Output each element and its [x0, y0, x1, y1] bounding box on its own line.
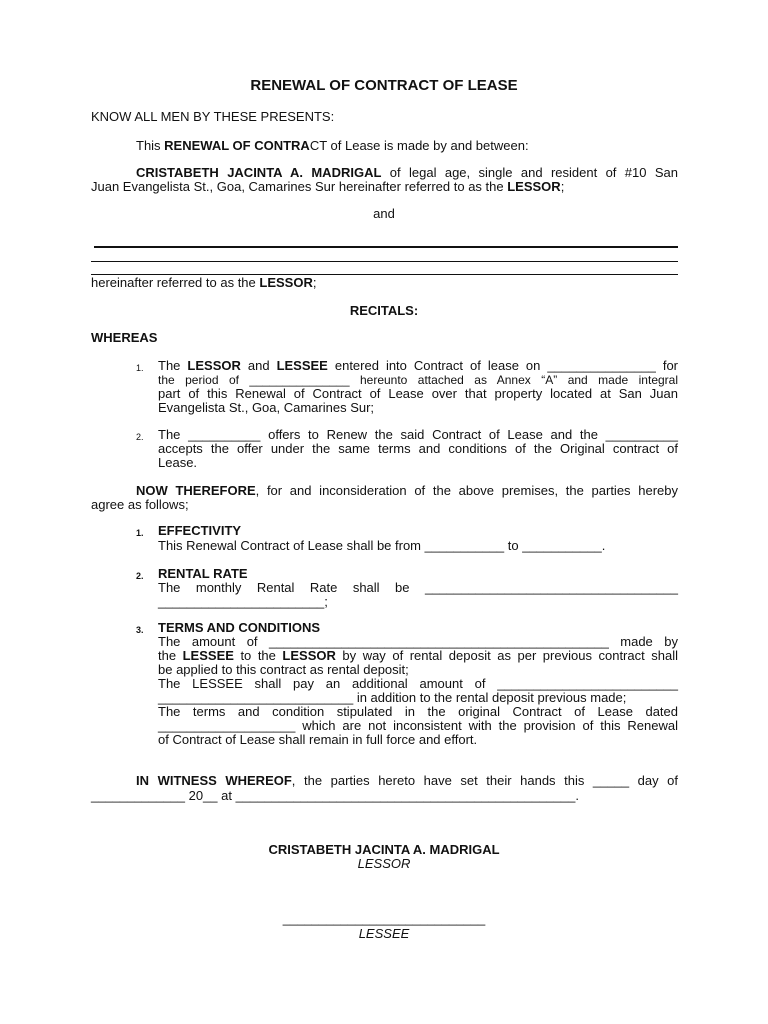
term-2-heading: RENTAL RATE: [158, 566, 248, 581]
term-3-line6: The terms and condition stipulated in the original Contract of Lease dated: [158, 704, 678, 719]
term-2-line1: The monthly Rental Rate shall be ___________________________________: [158, 580, 678, 595]
intro-line: This RENEWAL OF CONTRACT of Lease is made by and between:: [136, 138, 529, 153]
know-all-line: KNOW ALL MEN BY THESE PRESENTS:: [91, 109, 335, 124]
lessor-signature-name: CRISTABETH JACINTA A. MADRIGAL: [268, 842, 500, 857]
witness-line2: _____________ 20__ at _______________________________________________.: [91, 788, 580, 803]
lessor-signature-role: LESSOR: [357, 856, 411, 871]
lessor-party-line1: CRISTABETH JACINTA A. MADRIGAL of legal age, single and resident of #10 San: [136, 165, 678, 180]
recital-2-line2: accepts the offer under the same terms and conditions of the Original contract of: [158, 441, 678, 456]
term-3-number: 3.: [136, 625, 144, 635]
recital-1-line2: the period of _______________ hereunto attached as Annex “A” and made integral: [158, 373, 678, 387]
now-therefore-line2: agree as follows;: [91, 497, 189, 512]
term-3-line8: of Contract of Lease shall remain in full force and effort.: [158, 732, 478, 747]
recital-2-number: 2.: [136, 432, 144, 442]
term-2-number: 2.: [136, 571, 144, 581]
term-3-line4: The LESSEE shall pay an additional amount of _________________________: [158, 676, 678, 691]
recital-1-line3: part of this Renewal of Contract of Lease over that property located at San Juan: [158, 386, 678, 401]
recital-1-number: 1.: [136, 363, 144, 373]
term-1-heading: EFFECTIVITY: [158, 523, 242, 538]
witness-line1: IN WITNESS WHEREOF, the parties hereto have set their hands this _____ day of: [136, 773, 678, 788]
recitals-heading: RECITALS:: [349, 303, 419, 318]
term-2-line2: _______________________;: [158, 594, 328, 609]
recital-2-line1: The __________ offers to Renew the said Contract of Lease and the __________: [158, 427, 678, 442]
recital-2-line3: Lease.: [158, 455, 198, 470]
document-title: RENEWAL OF CONTRACT OF LEASE: [250, 77, 518, 94]
blank-party-line-1: [94, 246, 678, 248]
term-1-line1: This Renewal Contract of Lease shall be from ___________ to ___________.: [158, 538, 606, 553]
whereas-heading: WHEREAS: [91, 330, 158, 345]
second-party-line: hereinafter referred to as the LESSOR;: [91, 275, 317, 290]
term-3-heading: TERMS AND CONDITIONS: [158, 620, 321, 635]
lessee-signature-role: LESSEE: [358, 926, 410, 941]
term-3-line2: the LESSEE to the LESSOR by way of rental deposit as per previous contract shall: [158, 648, 678, 663]
term-1-number: 1.: [136, 528, 144, 538]
and-line: and: [373, 206, 395, 221]
lessee-signature-line: ____________________________: [282, 911, 486, 926]
lessor-party-line2: Juan Evangelista St., Goa, Camarines Sur hereinafter referred to as the LESSOR;: [91, 179, 565, 194]
term-3-line1: The amount of _______________________________________________ made by: [158, 634, 678, 649]
recital-1-line4: Evangelista St., Goa, Camarines Sur;: [158, 400, 375, 415]
blank-party-line-2: [91, 261, 678, 262]
term-3-line3: be applied to this contract as rental deposit;: [158, 662, 409, 677]
now-therefore-line1: NOW THEREFORE, for and inconsideration of the above premises, the parties hereby: [136, 483, 678, 498]
term-3-line7: ___________________ which are not inconsistent with the provision of this Renewal: [158, 718, 678, 733]
term-3-line5: ___________________________ in addition to the rental deposit previous made;: [158, 690, 627, 705]
recital-1-line1: The LESSOR and LESSEE entered into Contract of lease on _______________ for: [158, 358, 679, 373]
